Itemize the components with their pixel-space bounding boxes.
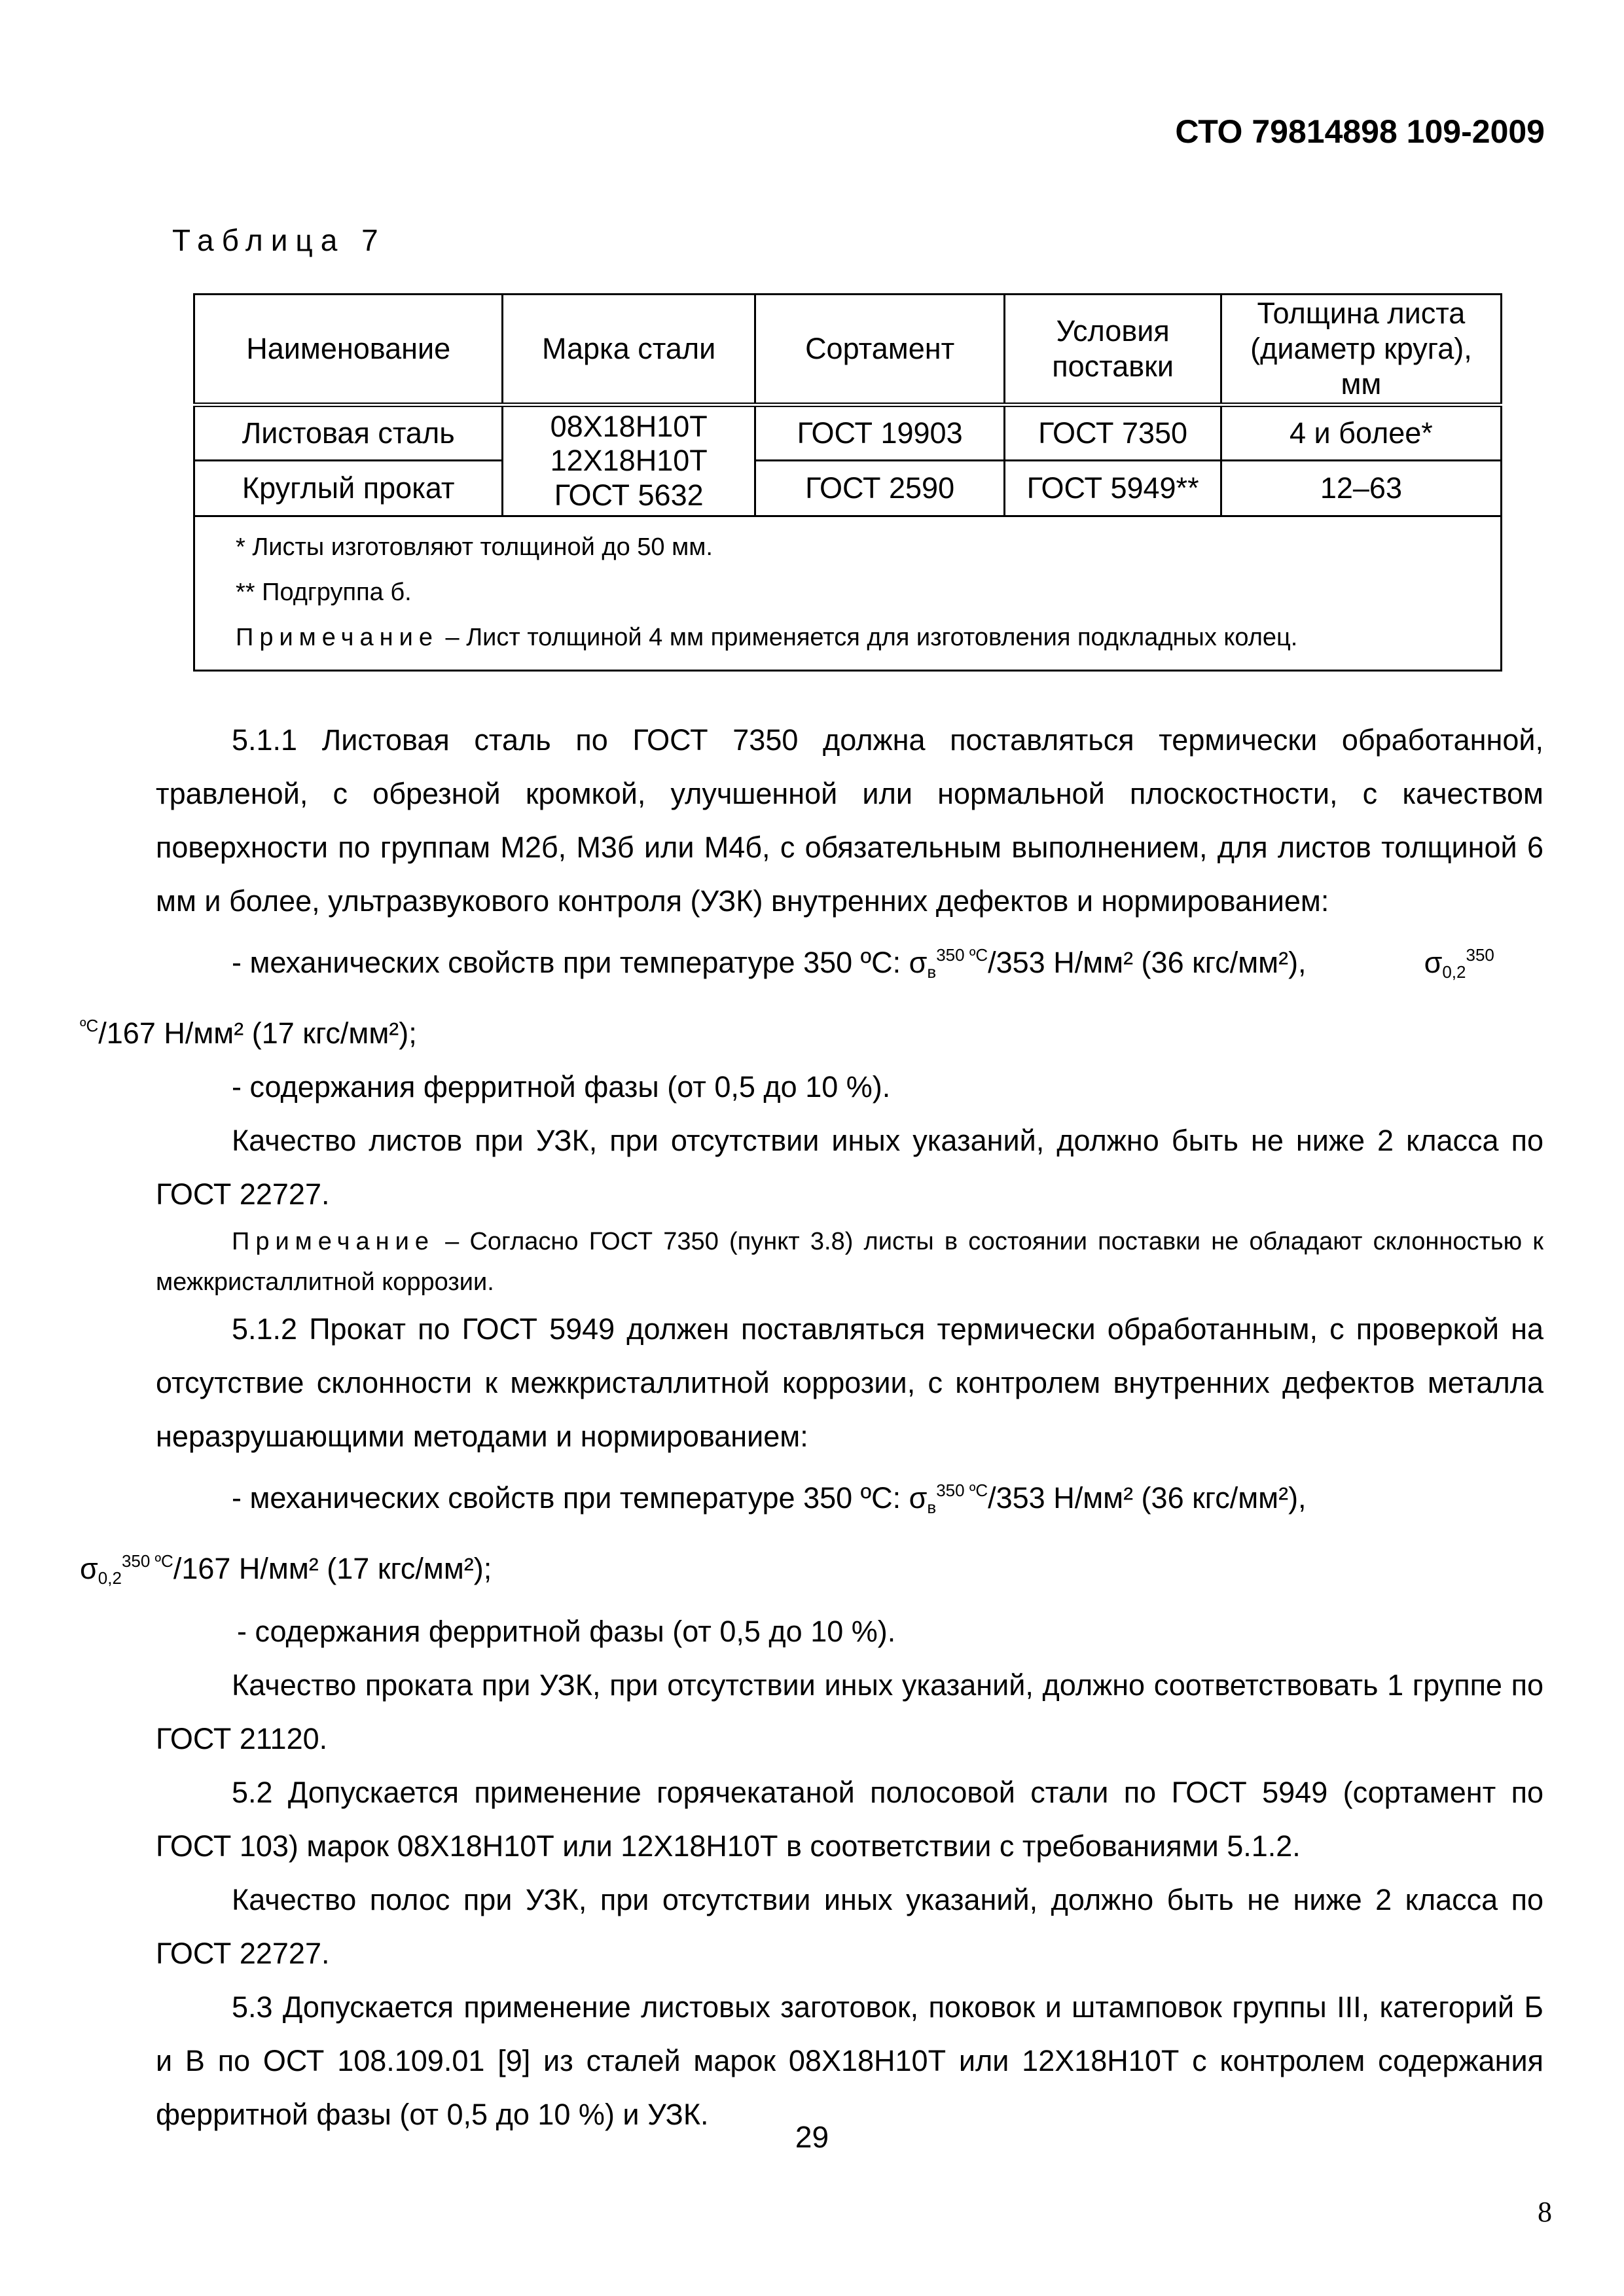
subscript: 0,2 [98, 1568, 122, 1588]
note-label: Примечание [236, 624, 439, 652]
paragraph-5-1-1: 5.1.1 Листовая сталь по ГОСТ 7350 должна поставляться термически обработанной, травленой, с обрезной кромкой, улучшенной или нормальной плоскостности, с качеством поверхности по группам М2б, М3б или М4б, с обязательным выполнением, для листов толщиной 6 мм и более, ультразвукового контроля (УЗК) внутренних дефектов и нормированием: [156, 723, 1543, 918]
cell-size: 4 и более* [1221, 405, 1501, 461]
cell-name: Листовая сталь [194, 405, 503, 461]
table-row [194, 405, 1502, 461]
superscript: ºС [80, 1016, 99, 1035]
table-notes [194, 516, 1502, 671]
table-caption: Таблица 7 [172, 223, 386, 257]
sigma-symbol: σ [1424, 946, 1443, 979]
page-number: 29 [795, 2120, 829, 2154]
note-label: Примечание [232, 1228, 435, 1255]
header-delivery-conditions: Условия поставки [1005, 295, 1221, 405]
text: /353 Н/мм² (36 кгс/мм²), [988, 946, 1307, 979]
text: /353 Н/мм² (36 кгс/мм²), [988, 1481, 1307, 1515]
text: : [892, 946, 909, 979]
cell-name: Круглый прокат [194, 461, 503, 516]
subscript: 0,2 [1442, 962, 1466, 982]
subscript: в [927, 962, 937, 982]
text: - механических свойств при температуре 350 [232, 946, 861, 979]
paragraph-quality-strips: Качество полос при УЗК, при отсутствии иных указаний, должно быть не ниже 2 класса по ГОСТ 22727. [156, 1883, 1543, 1970]
paragraph-5-1-2: 5.1.2 Прокат по ГОСТ 5949 должен поставляться термически обработанным, с проверкой на отсутствие склонности к межкристаллитной коррозии, с контролем внутренних дефектов металла неразрушающими методами и нормированием: [156, 1312, 1543, 1453]
superscript: 350 ºС [121, 1551, 173, 1571]
sheet-number: 8 [1538, 2196, 1552, 2228]
steel-table [193, 293, 1502, 672]
cell-assortment: ГОСТ 19903 [755, 405, 1004, 461]
cell-delivery: ГОСТ 7350 [1005, 405, 1221, 461]
paragraph-quality-rolled: Качество проката при УЗК, при отсутствии иных указаний, должно соответствовать 1 группе по ГОСТ 21120. [156, 1668, 1543, 1755]
superscript: 350 [1466, 945, 1494, 965]
header-assortment: Сортамент [755, 295, 1004, 405]
cell-delivery: ГОСТ 5949** [1005, 461, 1221, 516]
paragraph-quality-sheets: Качество листов при УЗК, при отсутствии иных указаний, должно быть не ниже 2 класса по ГОСТ 22727. [156, 1124, 1543, 1211]
footnote: ** Подгруппа б. [236, 579, 412, 607]
ferrite-item: - содержания ферритной фазы (от 0,5 до 10 %). [232, 1070, 891, 1103]
cell-size: 12–63 [1221, 461, 1501, 516]
paragraph-5-2: 5.2 Допускается применение горячекатаной полосовой стали по ГОСТ 5949 (сортамент по ГОСТ 103) марок 08Х18Н10Т или 12Х18Н10Т в соответствии с требованиями 5.1.2. [156, 1776, 1543, 1863]
text: : [892, 1481, 909, 1515]
sigma-symbol: σ [909, 946, 928, 979]
steel-grade-line: ГОСТ 5632 [554, 478, 704, 512]
header-steel-grade: Марка стали [503, 295, 755, 405]
superscript: 350 ºС [936, 945, 988, 965]
text: ºС [860, 946, 893, 979]
steel-grade-line: 12Х18Н10Т [550, 444, 708, 478]
body-text [80, 713, 1543, 2142]
paragraph-5-3: 5.3 Допускается применение листовых заготовок, поковок и штамповок группы III, категорий Б и В по ОСТ 108.109.01 [9] из сталей марок 08Х18Н10Т или 12Х18Н10Т с контролем содержания ферритной фазы (от 0,5 до 10 %) и УЗК. [156, 1990, 1543, 2131]
steel-grade-line: 08Х18Н10Т [550, 410, 708, 444]
mechanical-properties-item [80, 928, 1543, 1060]
text: ºС [860, 1481, 893, 1515]
sigma-symbol: σ [909, 1481, 928, 1515]
note-text: – Согласно ГОСТ 7350 (пункт 3.8) листы в состоянии поставки не обладают склонностью к межкристаллитной коррозии. [156, 1228, 1543, 1296]
note-text: – Лист толщиной 4 мм применяется для изготовления подкладных колец. [438, 624, 1298, 652]
ferrite-item: - содержания ферритной фазы (от 0,5 до 10 %). [237, 1615, 896, 1648]
mechanical-properties-item [80, 1463, 1543, 1605]
document-code: СТО 79814898 109-2009 [1175, 113, 1545, 150]
table-row [194, 461, 1502, 516]
sigma-symbol: σ [80, 1552, 98, 1585]
text: /167 Н/мм² (17 кгс/мм²); [98, 1016, 417, 1050]
text: - механических свойств при температуре 350 [232, 1481, 861, 1515]
footnote: * Листы изготовляют толщиной до 50 мм. [236, 533, 713, 561]
table-notes-row [194, 516, 1502, 671]
note-paragraph [156, 1221, 1543, 1302]
subscript: в [927, 1498, 937, 1517]
table-note [236, 615, 1461, 660]
cell-steel-grade [503, 405, 755, 516]
header-thickness: Толщина листа (диаметр круга), мм [1221, 295, 1501, 405]
table-header-row [194, 295, 1502, 405]
header-name: Наименование [194, 295, 503, 405]
cell-assortment: ГОСТ 2590 [755, 461, 1004, 516]
text: /167 Н/мм² (17 кгс/мм²); [173, 1552, 492, 1585]
superscript: 350 ºС [936, 1480, 988, 1500]
